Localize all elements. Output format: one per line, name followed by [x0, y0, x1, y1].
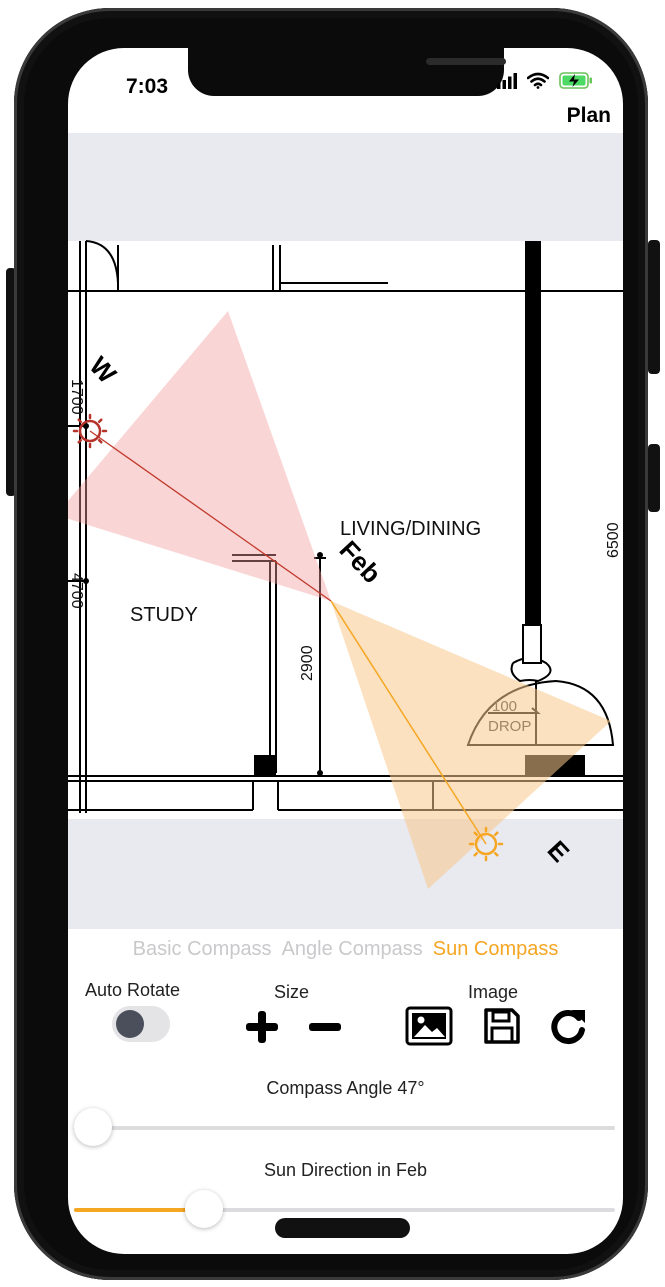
plus-icon [244, 1009, 280, 1045]
status-time: 7:03 [126, 75, 169, 98]
compass-mode-tabs [68, 938, 623, 961]
notch [188, 48, 504, 96]
size-label: Size [274, 982, 310, 1002]
sun-direction-label: Sun Direction in Feb [263, 1160, 428, 1180]
sun-direction-slider[interactable] [74, 1208, 615, 1212]
dimension-6500: 6500 [605, 522, 622, 558]
speaker [426, 58, 506, 65]
dimension-partial-mid: 4700 [68, 573, 85, 609]
tab-sun-compass[interactable]: Sun Compass [432, 938, 559, 960]
rotate-icon [548, 1006, 588, 1046]
dimension-partial-top: 1700 [68, 379, 85, 415]
sun-direction-slider-thumb[interactable] [185, 1190, 223, 1228]
dimension-2900: 2900 [299, 645, 316, 681]
wifi-icon [527, 72, 549, 89]
minus-icon [307, 1009, 343, 1045]
compass-map[interactable] [68, 133, 623, 929]
size-increase-button[interactable] [243, 1008, 281, 1046]
auto-rotate-label: Auto Rotate [85, 980, 181, 1000]
compass-angle-slider-thumb[interactable] [74, 1108, 112, 1146]
image-icon [405, 1006, 453, 1046]
save-icon [482, 1006, 522, 1046]
save-button[interactable] [480, 1004, 524, 1048]
auto-rotate-toggle[interactable] [112, 1006, 170, 1042]
side-button-lower [648, 444, 660, 512]
west-label: W [83, 350, 123, 390]
screen [68, 48, 623, 1254]
power-button [648, 240, 660, 374]
signal-icon [497, 73, 517, 89]
auto-rotate-toggle-knob [116, 1010, 144, 1038]
room-label-living: LIVING/DINING [340, 518, 482, 540]
home-indicator [275, 1218, 410, 1238]
compass-angle-label: Compass Angle 47° [266, 1078, 425, 1098]
choose-image-button[interactable] [404, 1005, 454, 1047]
floorplan-image [68, 133, 623, 929]
rotate-button[interactable] [546, 1005, 590, 1047]
room-label-study: STUDY [130, 604, 198, 626]
compass-angle-slider[interactable] [74, 1126, 615, 1130]
status-icons [497, 72, 593, 89]
phone-frame [14, 8, 648, 1280]
size-decrease-button[interactable] [306, 1008, 344, 1046]
tab-basic-compass[interactable]: Basic Compass [132, 938, 272, 960]
month-label: Feb [333, 534, 388, 589]
battery-charging-icon [559, 72, 593, 89]
tab-angle-compass[interactable]: Angle Compass [281, 938, 423, 960]
plan-button[interactable]: Plan [566, 104, 611, 127]
image-label: Image [468, 982, 519, 1002]
east-label: E [541, 834, 576, 868]
